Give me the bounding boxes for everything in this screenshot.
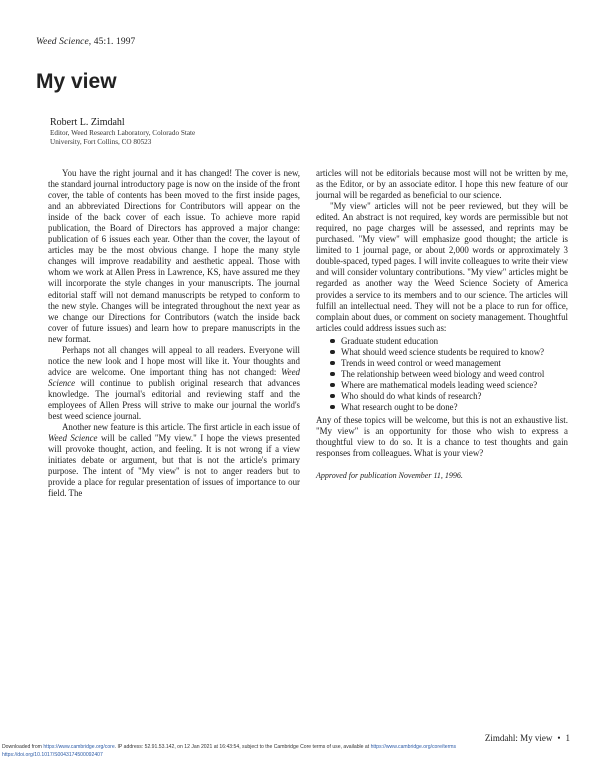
journal-name-italic: Weed Science xyxy=(48,366,300,388)
terms-link[interactable]: https://www.cambridge.org/core/terms xyxy=(370,744,457,750)
list-item xyxy=(330,391,568,402)
bullet-icon xyxy=(330,350,335,355)
footer-separator: • xyxy=(557,733,561,743)
topic-list xyxy=(316,336,568,413)
list-item-text: What research ought to be done? xyxy=(341,401,458,412)
journal-name-italic: Weed Science xyxy=(48,433,98,444)
right-column xyxy=(316,168,568,481)
paragraph-6: Any of these topics will be welcome, but this is not an exhaustive list. "My view" is an opportunity for those who wish to express a thoughtful view to do so. It is a chance to test thoughts and gain responses from colleagues. What is your view? xyxy=(316,415,568,459)
approval-note: Approved for publication November 11, 1996. xyxy=(316,471,463,481)
bullet-icon xyxy=(330,339,335,344)
download-ip-text: . IP address: 52.91.53.142, on 12 Jan 2021 at 16:43:54, subject to the Cambridge Core terms of use, available at xyxy=(114,744,371,750)
author-name: Robert L. Zimdahl xyxy=(50,117,125,128)
running-footer-text: Zimdahl: My view xyxy=(484,733,553,743)
download-notice xyxy=(2,744,598,759)
journal-volume: 45:1. 1997 xyxy=(93,37,136,47)
bullet-icon xyxy=(330,405,335,410)
list-item-text: Where are mathematical models leading weed science? xyxy=(341,379,538,390)
list-item xyxy=(330,380,568,391)
author-block xyxy=(50,117,195,147)
paragraph-2-text-a: Perhaps not all changes will appeal to all readers. Everyone will notice the new look and I hope most will like it. Your thoughts and advice are welcome. One important thing has not changed: xyxy=(48,344,300,377)
list-item xyxy=(330,358,568,369)
author-affiliation-line1: Editor, Weed Research Laboratory, Colorado State xyxy=(50,129,196,137)
list-item xyxy=(330,369,568,380)
list-item-text: Graduate student education xyxy=(341,335,439,346)
paragraph-3-text-a: Another new feature is this article. The first article in each issue of xyxy=(62,422,300,433)
paragraph-2 xyxy=(48,345,300,422)
running-footer xyxy=(485,733,570,743)
list-item-text: The relationship between weed biology and weed control xyxy=(341,368,545,379)
bullet-icon xyxy=(330,361,335,366)
paragraph-5: "My view" articles will not be peer reviewed, but they will be edited. An abstract is not required, key words are permissible but not required, no page charges will be assessed, and reprints may be purchased. "My view" will emphasize good thought; the article is limited to 1 journal page, or about 2,000 words or approximately 3 double-spaced, typed pages. I will invite colleagues to write their view and will consider voluntary contributions. "My view" articles might be regarded as another way the Weed Science Society of America provides a service to its members and to our science. The articles will fulfill an intellectual need. They will not be a place to run for office, complain about dues, or comment on society management. Thoughtful articles could address issues such as: xyxy=(316,201,568,333)
bullet-icon xyxy=(330,394,335,399)
list-item xyxy=(330,402,568,413)
journal-name: Weed Science, xyxy=(36,37,92,47)
list-item-text: Who should do what kinds of research? xyxy=(341,390,482,401)
cambridge-core-link[interactable]: https://www.cambridge.org/core xyxy=(43,744,115,750)
list-item-text: Trends in weed control or weed management xyxy=(341,357,501,368)
doi-link[interactable]: https://doi.org/10.1017/S0043174500092407 xyxy=(2,751,103,758)
bullet-icon xyxy=(330,383,335,388)
list-item xyxy=(330,347,568,358)
left-column xyxy=(48,168,300,499)
paragraph-3 xyxy=(48,422,300,499)
page-number: 1 xyxy=(565,733,570,743)
download-prefix: Downloaded from xyxy=(2,744,44,750)
paragraph-1: You have the right journal and it has changed! The cover is new, the standard journal introductory page is now on the inside of the front cover, the table of contents has been moved to the first inside pages, and an abbreviated Directions for Contributors will appear on the inside of the back cover of each issue. To achieve more rapid publication, the Board of Directors has approved a major change: publication of 6 issues each year. Other than the cover, the layout of articles may be the most obvious change. I hope the many style changes will improve readability and aesthetic appeal. Those with whom we work at Allen Press in Lawrence, KS, have assured me they will incorporate the style changes in your manuscripts. The journal editorial staff will not demand manuscripts be retyped to conform to the new style. Changes will be integrated throughout the next year as we change our Directions for Contributors (watch the inside back cover of future issues) and learn how to prepare manuscripts in the new format. xyxy=(48,168,300,344)
article-title: My view xyxy=(36,70,117,93)
author-affiliation-line2: University, Fort Collins, CO 80523 xyxy=(50,138,152,146)
list-item xyxy=(330,336,568,347)
paragraph-3-text-b: will be called "My view." I hope the views presented will provoke thought, action, and feeling. It is not wrong if a view initiates debate or argument, but that is not the article's primary purpose. The intent of "My view" is not to anger readers but to provide a place for regular presentation of issues of importance to our field. The xyxy=(48,433,300,499)
paragraph-2-text-b: will continue to publish original research that advances knowledge. The journal's editorial and reviewing staff and the employees of Allen Press will strive to make our journal the world's best weed science journal. xyxy=(48,377,300,422)
bullet-icon xyxy=(330,372,335,377)
list-item-text: What should weed science students be required to know? xyxy=(341,346,545,357)
journal-citation xyxy=(36,37,135,47)
paragraph-4: articles will not be editorials because most will not be written by me, as the Editor, or by an associate editor. I hope this new feature of our journal will be regarded as beneficial to our science. xyxy=(316,168,568,201)
